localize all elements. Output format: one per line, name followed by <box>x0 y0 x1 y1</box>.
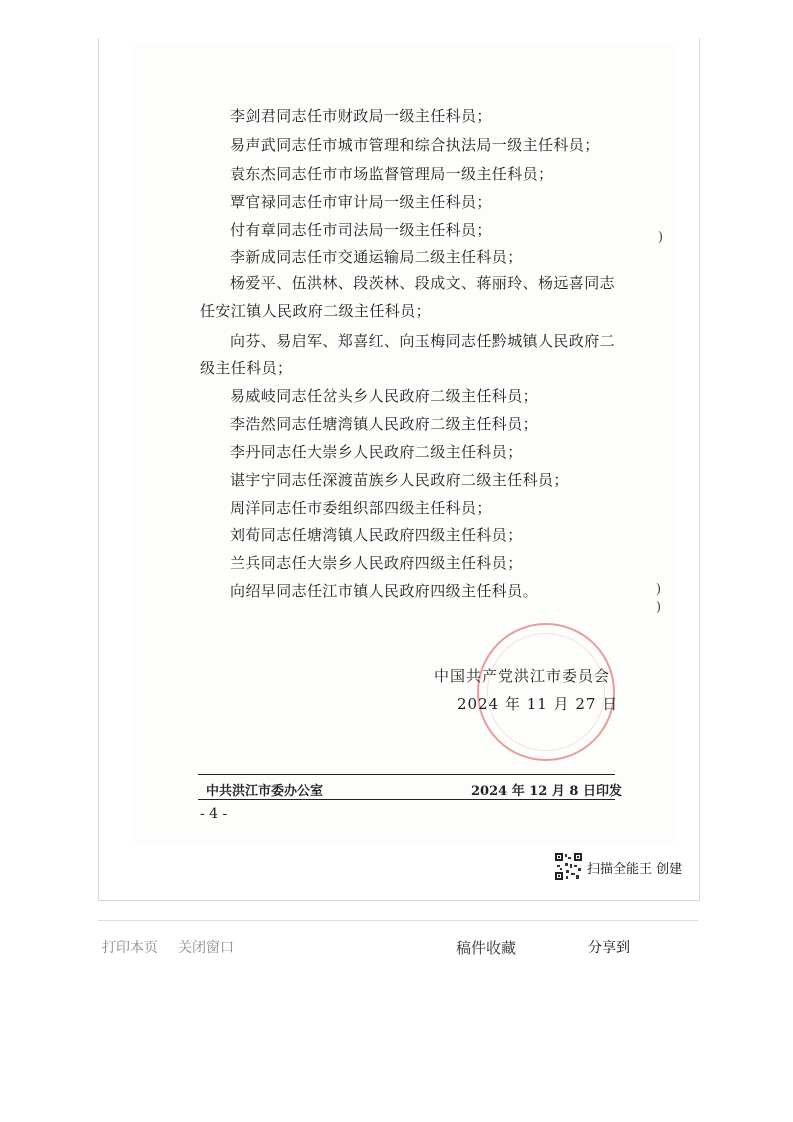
body-line: 任安江镇人民政府二级主任科员； <box>200 302 432 320</box>
body-line: 级主任科员； <box>200 359 293 377</box>
body-line: 易威岐同志任岔头乡人民政府二级主任科员； <box>230 387 539 405</box>
body-line: 向芬、易启军、郑喜红、向玉梅同志任黔城镇人民政府二 <box>230 332 616 350</box>
print-page-link[interactable]: 打印本页 <box>102 940 158 956</box>
body-line: 李丹同志任大崇乡人民政府二级主任科员； <box>230 443 523 461</box>
page-number: - 4 - <box>200 806 228 822</box>
scan-artifact: ) <box>656 600 662 615</box>
favorite-button[interactable]: 稿件收藏 <box>456 939 517 957</box>
body-line: 谌宇宁同志任深渡苗族乡人民政府二级主任科员； <box>230 471 569 489</box>
qr-code-icon <box>555 853 582 880</box>
body-line: 易声武同志任市城市管理和综合执法局一级主任科员； <box>230 136 600 154</box>
official-seal <box>477 623 615 761</box>
body-line: 杨爱平、伍洪林、段茨林、段成文、蒋丽玲、杨远喜同志 <box>230 274 616 292</box>
footer-rule-top <box>198 774 615 775</box>
body-line: 向绍早同志任江市镇人民政府四级主任科员。 <box>230 582 539 600</box>
scan-artifact: ) <box>658 230 664 245</box>
body-line: 付有章同志任市司法局一级主任科员； <box>230 221 492 239</box>
scanner-app-label: 扫描全能王 创建 <box>587 862 683 877</box>
issue-date: 2024 年 12 月 8 日印发 <box>471 784 622 799</box>
body-line: 袁东杰同志任市市场监督管理局一级主任科员； <box>230 165 554 183</box>
issuer-office: 中共洪江市委办公室 <box>206 784 324 799</box>
footer-rule-bottom <box>198 799 615 800</box>
body-line: 李剑君同志任市财政局一级主任科员； <box>230 107 492 125</box>
scan-artifact: ) <box>656 582 662 597</box>
body-line: 周洋同志任市委组织部四级主任科员； <box>230 499 492 517</box>
body-line: 李新成同志任市交通运输局二级主任科员； <box>230 248 523 266</box>
signature-date: 2024 年 11 月 27 日 <box>457 695 619 713</box>
action-bar-divider <box>98 920 698 921</box>
signature-org: 中国共产党洪江市委员会 <box>434 667 611 685</box>
body-line: 覃官禄同志任市审计局一级主任科员； <box>230 193 492 211</box>
body-line: 刘荀同志任塘湾镇人民政府四级主任科员； <box>230 526 523 544</box>
body-line: 李浩然同志任塘湾镇人民政府二级主任科员； <box>230 415 539 433</box>
close-window-link[interactable]: 关闭窗口 <box>178 940 234 956</box>
body-line: 兰兵同志任大崇乡人民政府四级主任科员； <box>230 554 523 572</box>
share-button[interactable]: 分享到 <box>588 940 630 956</box>
